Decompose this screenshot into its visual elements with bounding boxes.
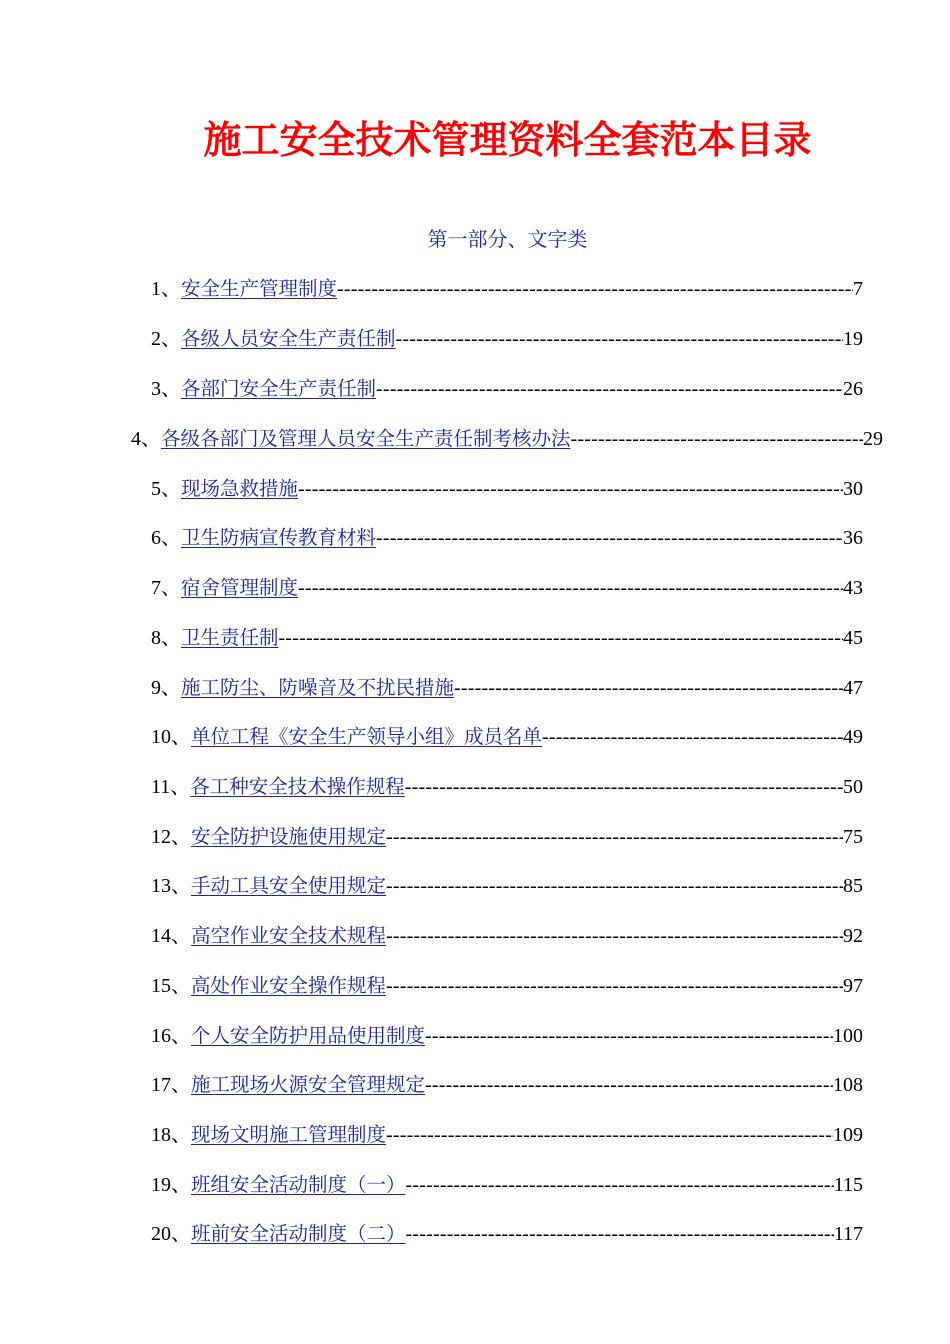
document-title: 施工安全技术管理资料全套范本目录 [203, 118, 812, 162]
toc-entry-link[interactable]: 施工防尘、防噪音及不扰民措施 [181, 676, 455, 699]
toc-page-number: 30 [843, 478, 863, 500]
toc-entry-link[interactable]: 手动工具安全使用规定 [191, 874, 387, 897]
toc-leader [386, 1120, 833, 1150]
toc-leader [571, 424, 863, 454]
toc-entry-number: 19、 [151, 1174, 191, 1196]
toc-entry-link[interactable]: 现场文明施工管理制度 [191, 1123, 387, 1146]
toc-leader [376, 374, 843, 404]
toc-entry [151, 971, 863, 1001]
toc-entry-link[interactable]: 各级各部门及管理人员安全生产责任制考核办法 [161, 427, 571, 450]
toc-entry [151, 1219, 863, 1249]
toc-leader [376, 523, 843, 553]
section-heading: 第一部分、文字类 [427, 227, 588, 251]
toc-leader [386, 971, 843, 1001]
toc-entry-number: 4、 [131, 428, 161, 450]
toc-page-number: 26 [843, 378, 863, 400]
toc-entry-number: 18、 [151, 1124, 191, 1146]
toc-entry-number: 12、 [151, 826, 191, 848]
toc-entry [151, 673, 863, 703]
toc-leader [425, 1070, 833, 1100]
toc-page-number: 115 [833, 1174, 863, 1196]
toc-entry [151, 772, 863, 802]
toc-leader [405, 772, 843, 802]
toc-entry-number: 7、 [151, 577, 181, 599]
toc-entry [151, 623, 863, 653]
toc-entry-number: 10、 [151, 726, 191, 748]
toc-entry-number: 8、 [151, 627, 181, 649]
toc-page-number: 85 [843, 875, 863, 897]
toc-entry-link[interactable]: 高空作业安全技术规程 [191, 924, 387, 947]
toc-entry-number: 20、 [151, 1223, 191, 1245]
toc-entry-link[interactable]: 安全防护设施使用规定 [191, 825, 387, 848]
toc-page-number: 45 [843, 627, 863, 649]
toc-leader [396, 324, 843, 354]
toc-page-number: 109 [833, 1124, 863, 1146]
toc-entry-number: 13、 [151, 875, 191, 897]
toc-leader [425, 1021, 833, 1051]
toc-page-number: 43 [843, 577, 863, 599]
toc-entry [151, 921, 863, 951]
toc-entry-link[interactable]: 班前安全活动制度（二） [191, 1222, 406, 1245]
toc-entry-number: 15、 [151, 975, 191, 997]
toc-entry [151, 822, 863, 852]
toc-page-number: 75 [843, 826, 863, 848]
toc-page-number: 97 [843, 975, 863, 997]
toc-entry-link[interactable]: 个人安全防护用品使用制度 [191, 1024, 426, 1047]
toc-entry [151, 1170, 863, 1200]
toc-page-number: 108 [833, 1074, 863, 1096]
toc-entry-number: 6、 [151, 527, 181, 549]
toc-leader [386, 822, 843, 852]
toc-leader [386, 921, 843, 951]
toc-leader [406, 1170, 834, 1200]
toc-entry-link[interactable]: 宿舍管理制度 [181, 576, 299, 599]
toc-entry [151, 1070, 863, 1100]
toc-entry-number: 3、 [151, 378, 181, 400]
toc-entry [151, 871, 863, 901]
toc-page-number: 7 [853, 278, 863, 300]
toc-entry-link[interactable]: 施工现场火源安全管理规定 [191, 1073, 426, 1096]
toc-entry-number: 14、 [151, 925, 191, 947]
toc-entry [151, 274, 863, 304]
toc-leader [542, 722, 843, 752]
toc-entry-link[interactable]: 各级人员安全生产责任制 [181, 327, 396, 350]
toc-leader [298, 573, 843, 603]
toc-page-number: 100 [833, 1025, 863, 1047]
toc-page-number: 47 [843, 677, 863, 699]
toc-leader [298, 474, 843, 504]
toc-entry-number: 17、 [151, 1074, 191, 1096]
toc-entry-number: 11、 [151, 776, 191, 798]
toc-entry-number: 1、 [151, 278, 181, 300]
toc-entry-link[interactable]: 各工种安全技术操作规程 [190, 775, 405, 798]
toc-entry-link[interactable]: 班组安全活动制度（一） [191, 1173, 406, 1196]
toc-entry [151, 573, 863, 603]
toc-entry [151, 523, 863, 553]
toc-page-number: 36 [843, 527, 863, 549]
toc-entry-number: 9、 [151, 677, 181, 699]
toc-page-number: 29 [863, 428, 883, 450]
toc-page-number: 117 [833, 1223, 863, 1245]
toc-page-number: 19 [843, 328, 863, 350]
toc-entry-link[interactable]: 卫生责任制 [181, 626, 279, 649]
toc-entry-link[interactable]: 高处作业安全操作规程 [191, 974, 387, 997]
toc-leader [337, 274, 853, 304]
toc-page-number: 49 [843, 726, 863, 748]
toc-entry [131, 424, 883, 454]
toc-entry [151, 324, 863, 354]
toc-entry [151, 374, 863, 404]
toc-entry-link[interactable]: 单位工程《安全生产领导小组》成员名单 [191, 725, 543, 748]
toc-leader [386, 871, 843, 901]
toc-entry-link[interactable]: 卫生防病宣传教育材料 [181, 526, 377, 549]
toc-entry-link[interactable]: 各部门安全生产责任制 [181, 377, 377, 400]
toc-entry-number: 5、 [151, 478, 181, 500]
toc-entry-number: 2、 [151, 328, 181, 350]
toc-entry [151, 474, 863, 504]
toc-entry [151, 1021, 863, 1051]
toc-leader [454, 673, 843, 703]
toc-page-number: 50 [843, 776, 863, 798]
toc-entry [151, 1120, 863, 1150]
toc-page-number: 92 [843, 925, 863, 947]
toc-leader [279, 623, 843, 653]
toc-entry-link[interactable]: 现场急救措施 [181, 477, 299, 500]
toc-entry-number: 16、 [151, 1025, 191, 1047]
toc-leader [406, 1219, 834, 1249]
toc-entry [151, 722, 863, 752]
toc-entry-link[interactable]: 安全生产管理制度 [181, 277, 338, 300]
